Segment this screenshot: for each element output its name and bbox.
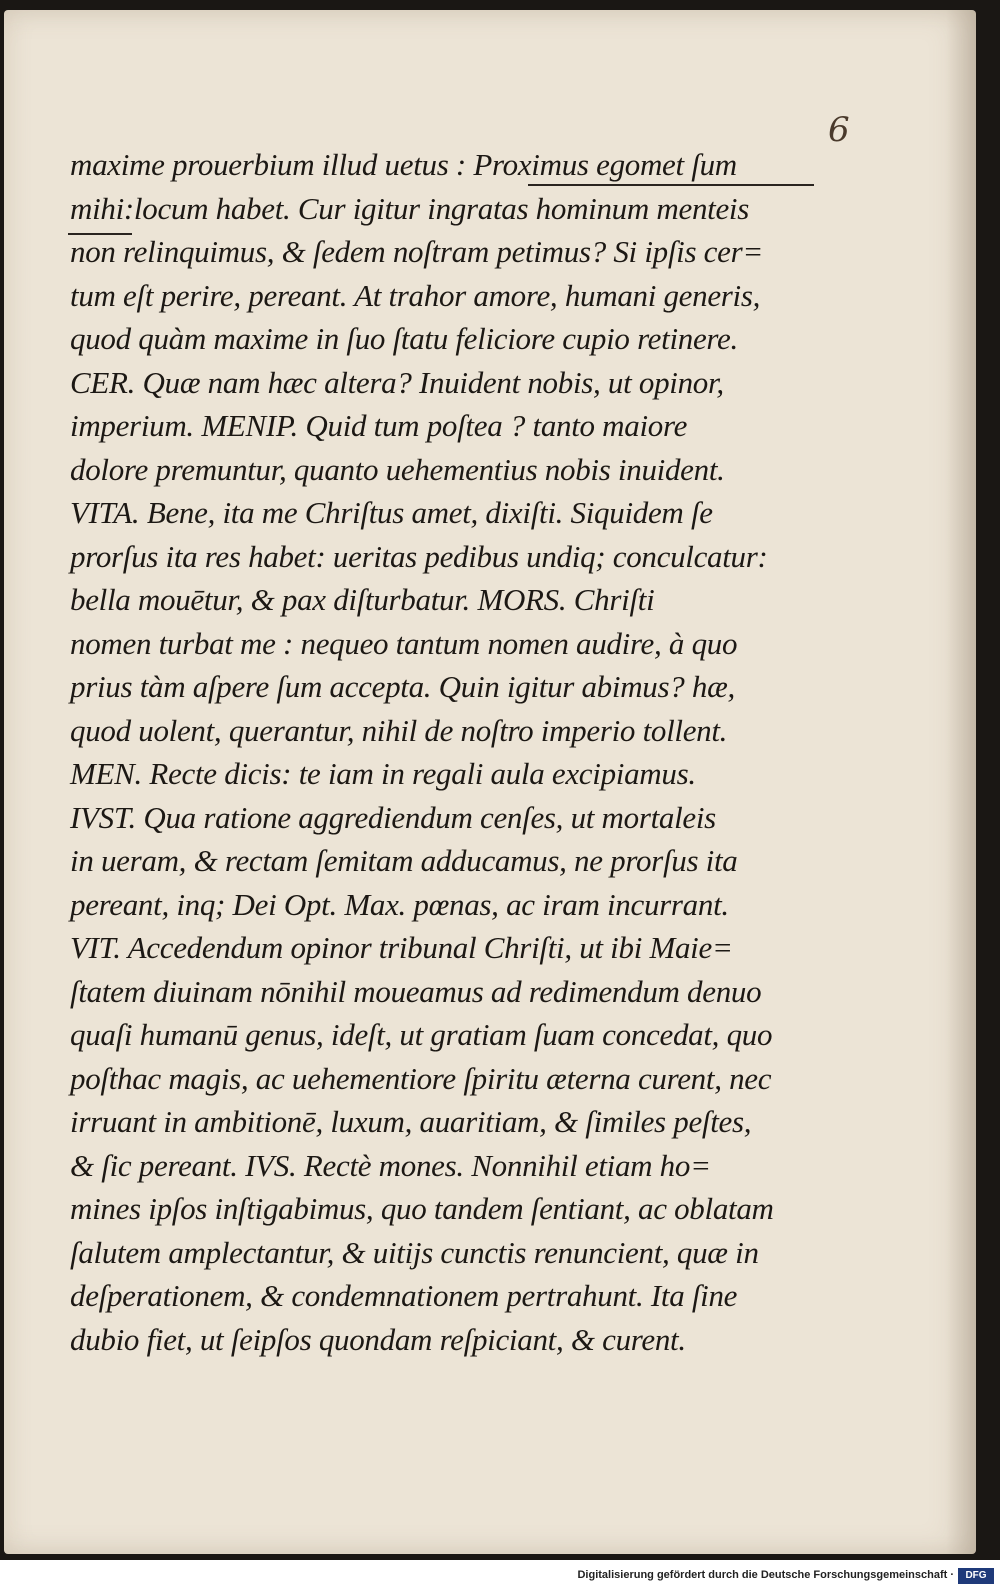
text-line: VIT. Accedendum opinor tribunal Chriſti, ut ibi Maie=: [70, 930, 733, 965]
text-line: mihi:locum habet. Cur igitur ingratas hominum menteis: [70, 190, 749, 226]
digitization-credit: Digitalisierung gefördert durch die Deutsche Forschungsgemeinschaft ·: [577, 1569, 954, 1581]
text-line: deſperationem, & condemnationem pertrahunt. Ita ſine: [70, 1278, 738, 1313]
text-line: CER. Quæ nam hæc altera? Inuident nobis, ut opinor,: [70, 364, 724, 400]
text-line: & ſic pereant. IVS. Rectè mones. Nonnihil etiam ho=: [70, 1147, 711, 1183]
text-line: poſthac magis, ac uehementiore ſpiritu æterna curent, nec: [70, 1060, 772, 1096]
text-line: dubio fiet, ut ſeipſos quondam reſpiciant, & curent.: [70, 1321, 686, 1357]
text-line: mines ipſos inſtigabimus, quo tandem ſentiant, ac oblatam: [70, 1191, 774, 1226]
text-line: MEN. Recte dicis: te iam in regali aula excipiamus.: [70, 756, 696, 791]
text-line: ſalutem amplectantur, & uitijs cunctis renuncient, quæ in: [70, 1234, 759, 1270]
text-line: imperium. MENIP. Quid tum poſtea ? tanto maiore: [70, 408, 688, 443]
text-line: pereant, inq; Dei Opt. Max. pœnas, ac iram incurrant.: [70, 886, 729, 922]
footer-bar: [0, 1560, 1000, 1593]
text-line: prorſus ita res habet: ueritas pedibus undiq; conculcatur:: [70, 538, 768, 574]
text-line: tum eſt perire, pereant. At trahor amore, humani generis,: [70, 277, 761, 313]
page-edge-shadow: [946, 10, 976, 1554]
text-line: bella mouētur, & pax diſturbatur. MORS. Chriſti: [70, 582, 655, 617]
text-line: in ueram, & rectam ſemitam adducamus, ne prorſus ita: [70, 843, 738, 878]
text-line: nomen turbat me : nequeo tantum nomen audire, à quo: [70, 625, 738, 661]
folio-number: 6: [828, 110, 850, 150]
text-line: IVST. Qua ratione aggrediendum cenſes, ut mortaleis: [70, 799, 716, 835]
printed-text-block: [70, 143, 830, 1361]
text-line: quaſi humanū genus, ideſt, ut gratiam ſuam concedat, quo: [70, 1017, 773, 1052]
text-line: dolore premuntur, quanto uehementius nobis inuident.: [70, 451, 725, 487]
text-line: VITA. Bene, ita me Chriſtus amet, dixiſti. Siquidem ſe: [70, 495, 713, 530]
text-line: quod quàm maxime in ſuo ſtatu feliciore cupio retinere.: [70, 321, 738, 356]
text-line: quod uolent, querantur, nihil de noſtro imperio tollent.: [70, 712, 728, 748]
text-line: ſtatem diuinam nōnihil moueamus ad redimendum denuo: [70, 973, 762, 1009]
text-line: prius tàm aſpere ſum accepta. Quin igitur abimus? hæ,: [70, 669, 735, 704]
text-line: maxime prouerbium illud uetus : Proximus egomet ſum: [70, 147, 737, 182]
text-line: irruant in ambitionē, luxum, auaritiam, & ſimiles peſtes,: [70, 1104, 752, 1139]
text-line: non relinquimus, & ſedem noſtram petimus? Si ipſis cer=: [70, 234, 763, 269]
dfg-logo-icon: DFG: [958, 1568, 994, 1584]
